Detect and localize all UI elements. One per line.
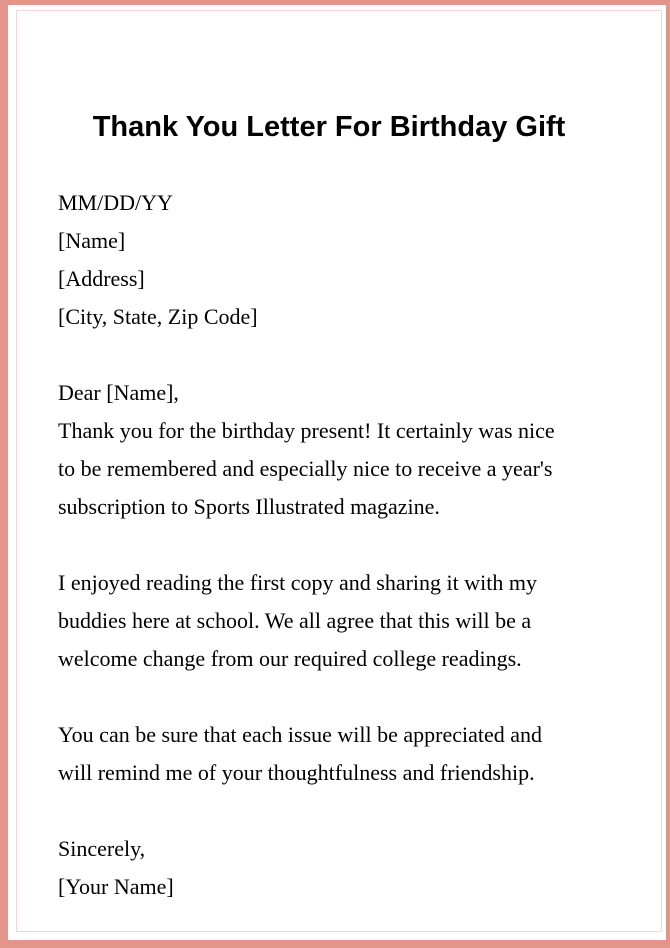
paragraph-3 — [58, 716, 618, 792]
paragraph-1 — [58, 412, 618, 526]
letter-body — [58, 184, 618, 906]
paragraph-2 — [58, 564, 618, 678]
recipient-address-line: [Address] — [58, 266, 145, 291]
paragraph-line: Thank you for the birthday present! It certainly was nice — [58, 418, 555, 443]
recipient-name-line: [Name] — [58, 228, 126, 253]
recipient-city-state-zip-line: [City, State, Zip Code] — [58, 304, 258, 329]
recipient-header — [58, 184, 618, 336]
paragraph-line: welcome change from our required college readings. — [58, 646, 522, 671]
signature: [Your Name] — [58, 874, 174, 899]
salutation: Dear [Name], — [58, 380, 179, 405]
paragraph-line: to be remembered and especially nice to receive a year's — [58, 456, 553, 481]
paragraph-line: buddies here at school. We all agree that this will be a — [58, 608, 532, 633]
paragraph-line: will remind me of your thoughtfulness and friendship. — [58, 760, 535, 785]
paragraph-line: subscription to Sports Illustrated magazine. — [58, 494, 440, 519]
paragraph-line: I enjoyed reading the first copy and sharing it with my — [58, 570, 537, 595]
spacer — [58, 336, 618, 374]
letter-title: Thank You Letter For Birthday Gift — [92, 111, 566, 143]
spacer — [58, 792, 618, 830]
spacer — [58, 526, 618, 564]
spacer — [58, 678, 618, 716]
paragraph-line: You can be sure that each issue will be appreciated and — [58, 722, 543, 747]
date-line: MM/DD/YY — [58, 190, 173, 215]
closing-block — [58, 830, 618, 906]
closing: Sincerely, — [58, 836, 146, 861]
